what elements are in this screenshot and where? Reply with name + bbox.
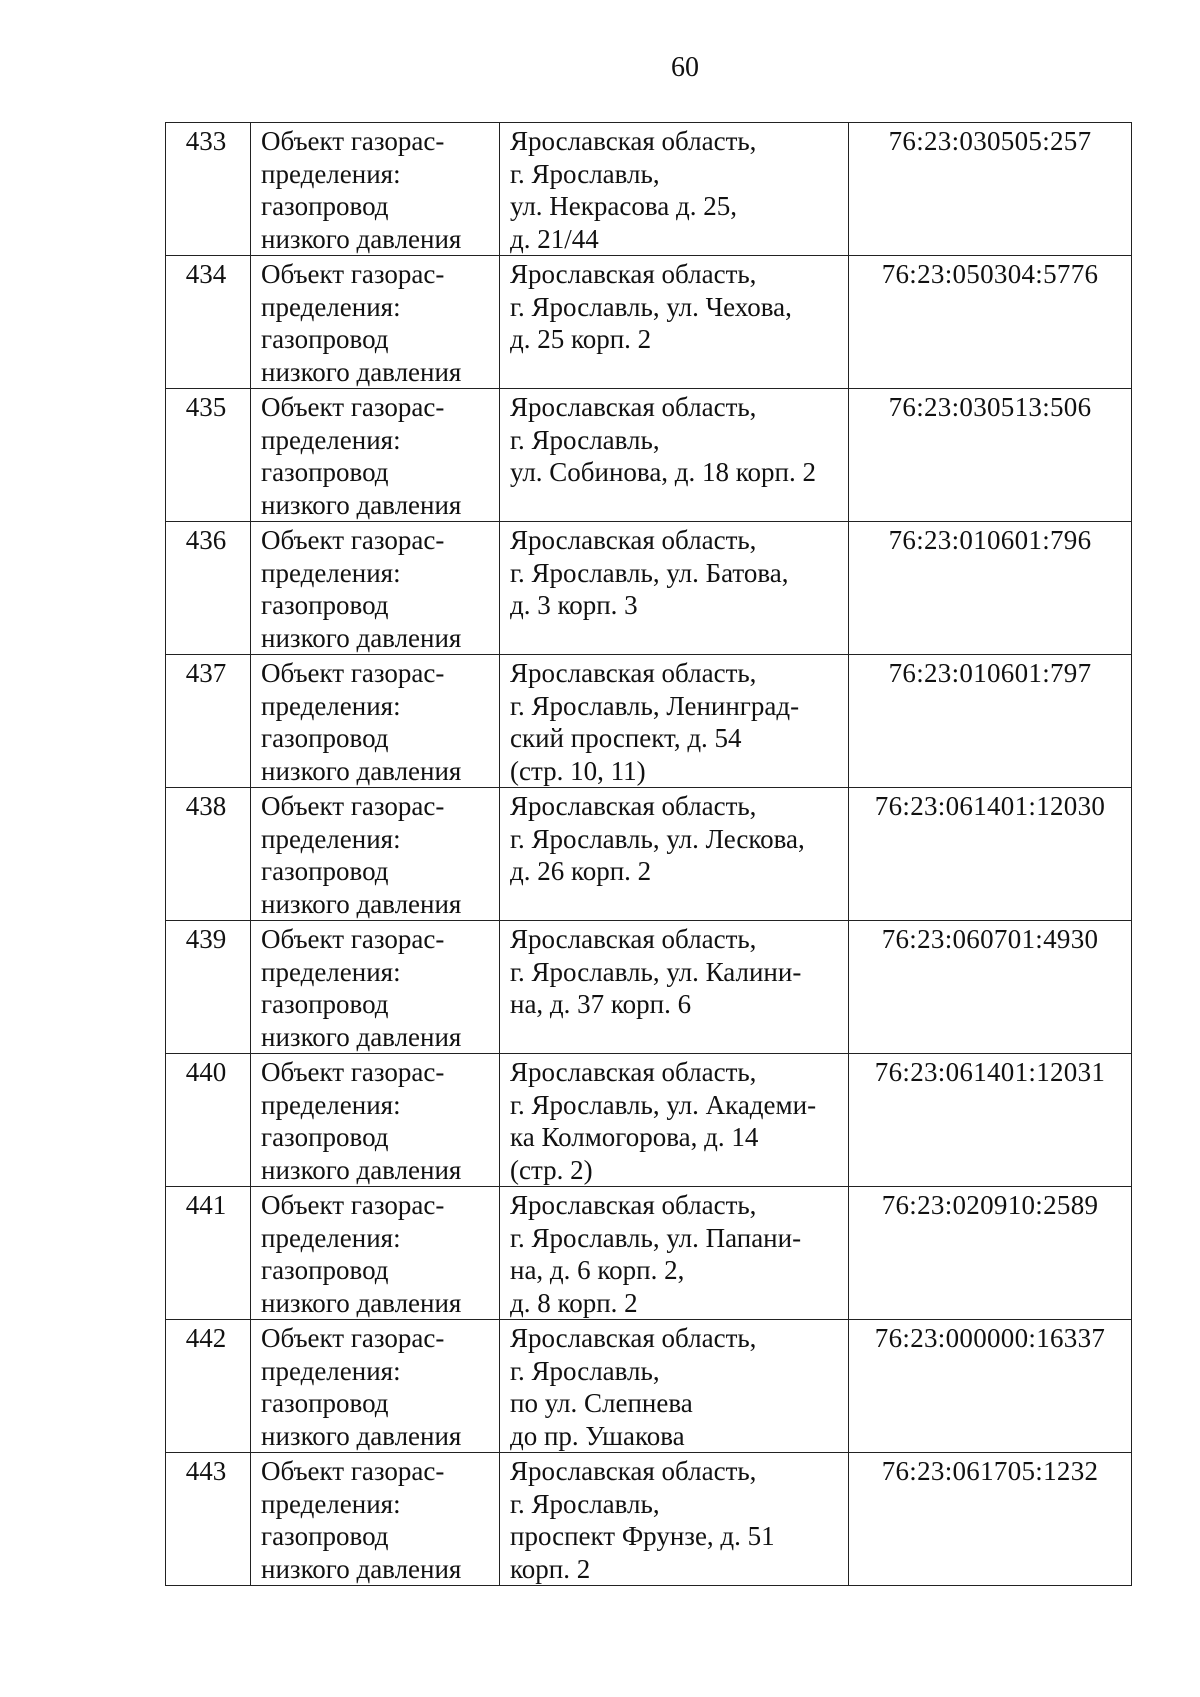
row-number: 442 bbox=[166, 1320, 251, 1453]
object-name-cell bbox=[251, 1320, 500, 1453]
table-row bbox=[166, 256, 1132, 389]
object-name-line: пределения: bbox=[261, 1089, 401, 1120]
address-line: Ярославская область, bbox=[510, 1057, 757, 1087]
row-number: 438 bbox=[166, 788, 251, 921]
object-name-line: пределения: bbox=[261, 557, 401, 588]
object-name-line: пределения: bbox=[261, 291, 401, 322]
address-line: корп. 2 bbox=[510, 1553, 591, 1584]
address-line: г. Ярославль, ул. Папани- bbox=[510, 1222, 802, 1253]
object-name-line: низкого давления bbox=[261, 1154, 462, 1185]
object-name-cell bbox=[251, 1187, 500, 1320]
object-name-line: низкого давления bbox=[261, 1420, 462, 1451]
object-name-cell bbox=[251, 389, 500, 522]
object-name-line: газопровод bbox=[261, 1388, 389, 1418]
row-number: 443 bbox=[166, 1453, 251, 1586]
table-body bbox=[166, 123, 1132, 1586]
address-line: Ярославская область, bbox=[510, 1456, 757, 1486]
object-name-line: пределения: bbox=[261, 1222, 401, 1253]
object-name-line: низкого давления bbox=[261, 1021, 462, 1052]
object-name-line: пределения: bbox=[261, 1488, 401, 1519]
registry-table bbox=[165, 122, 1132, 1586]
address-line: Ярославская область, bbox=[510, 791, 757, 821]
row-number: 434 bbox=[166, 256, 251, 389]
address-cell bbox=[500, 788, 849, 921]
object-name-cell bbox=[251, 655, 500, 788]
cadastral-number: 76:23:061401:12031 bbox=[849, 1054, 1132, 1187]
cadastral-number: 76:23:060701:4930 bbox=[849, 921, 1132, 1054]
table-row bbox=[166, 1320, 1132, 1453]
address-line: Ярославская область, bbox=[510, 658, 757, 688]
address-line: Ярославская область, bbox=[510, 1190, 757, 1220]
table-row bbox=[166, 389, 1132, 522]
table-row bbox=[166, 921, 1132, 1054]
table-row bbox=[166, 522, 1132, 655]
address-line: (стр. 2) bbox=[510, 1154, 593, 1185]
object-name-line: пределения: bbox=[261, 424, 401, 455]
object-name-line: низкого давления bbox=[261, 356, 462, 387]
address-cell bbox=[500, 256, 849, 389]
address-line: д. 3 корп. 3 bbox=[510, 590, 638, 620]
cadastral-number: 76:23:010601:796 bbox=[849, 522, 1132, 655]
address-line: г. Ярославль, bbox=[510, 424, 660, 455]
address-line: г. Ярославль, ул. Батова, bbox=[510, 557, 789, 588]
object-name-line: низкого давления bbox=[261, 223, 462, 254]
object-name-line: Объект газорас- bbox=[261, 791, 445, 821]
cadastral-number: 76:23:030513:506 bbox=[849, 389, 1132, 522]
object-name-line: Объект газорас- bbox=[261, 1323, 445, 1353]
object-name-line: низкого давления bbox=[261, 888, 462, 919]
address-line: Ярославская область, bbox=[510, 126, 757, 156]
object-name-line: Объект газорас- bbox=[261, 1456, 445, 1486]
object-name-line: Объект газорас- bbox=[261, 658, 445, 688]
address-line: д. 8 корп. 2 bbox=[510, 1287, 638, 1318]
address-line: Ярославская область, bbox=[510, 1323, 757, 1353]
table-row bbox=[166, 1187, 1132, 1320]
object-name-line: газопровод bbox=[261, 856, 389, 886]
address-cell bbox=[500, 522, 849, 655]
page-number: 60 bbox=[671, 52, 699, 83]
row-number: 441 bbox=[166, 1187, 251, 1320]
address-line: д. 25 корп. 2 bbox=[510, 324, 652, 354]
object-name-cell bbox=[251, 256, 500, 389]
address-cell bbox=[500, 1187, 849, 1320]
table-row bbox=[166, 655, 1132, 788]
object-name-line: газопровод bbox=[261, 324, 389, 354]
address-cell bbox=[500, 389, 849, 522]
address-line: Ярославская область, bbox=[510, 259, 757, 289]
address-line: г. Ярославль, ул. Академи- bbox=[510, 1089, 817, 1120]
object-name-line: пределения: bbox=[261, 158, 401, 189]
address-line: ул. Собинова, д. 18 корп. 2 bbox=[510, 457, 816, 487]
table-row bbox=[166, 788, 1132, 921]
address-line: до пр. Ушакова bbox=[510, 1420, 685, 1451]
object-name-cell bbox=[251, 123, 500, 256]
cadastral-number: 76:23:030505:257 bbox=[849, 123, 1132, 256]
object-name-line: пределения: bbox=[261, 1355, 401, 1386]
object-name-line: газопровод bbox=[261, 457, 389, 487]
object-name-line: газопровод bbox=[261, 1521, 389, 1551]
object-name-cell bbox=[251, 1453, 500, 1586]
address-line: г. Ярославль, ул. Чехова, bbox=[510, 291, 792, 322]
object-name-line: низкого давления bbox=[261, 622, 462, 653]
object-name-line: газопровод bbox=[261, 989, 389, 1019]
object-name-line: Объект газорас- bbox=[261, 126, 445, 156]
cadastral-number: 76:23:061705:1232 bbox=[849, 1453, 1132, 1586]
address-line: г. Ярославль, bbox=[510, 1488, 660, 1519]
address-line: ский проспект, д. 54 bbox=[510, 723, 742, 753]
address-line: Ярославская область, bbox=[510, 924, 757, 954]
object-name-line: газопровод bbox=[261, 723, 389, 753]
object-name-line: Объект газорас- bbox=[261, 924, 445, 954]
address-line: г. Ярославль, bbox=[510, 1355, 660, 1386]
cadastral-number: 76:23:050304:5776 bbox=[849, 256, 1132, 389]
address-line: ул. Некрасова д. 25, bbox=[510, 191, 737, 221]
cadastral-number: 76:23:020910:2589 bbox=[849, 1187, 1132, 1320]
address-cell bbox=[500, 123, 849, 256]
address-line: на, д. 37 корп. 6 bbox=[510, 989, 692, 1019]
address-line: Ярославская область, bbox=[510, 392, 757, 422]
row-number: 439 bbox=[166, 921, 251, 1054]
object-name-line: низкого давления bbox=[261, 1287, 462, 1318]
cadastral-number: 76:23:000000:16337 bbox=[849, 1320, 1132, 1453]
object-name-line: газопровод bbox=[261, 1255, 389, 1285]
row-number: 437 bbox=[166, 655, 251, 788]
address-line: (стр. 10, 11) bbox=[510, 755, 646, 786]
table-row bbox=[166, 123, 1132, 256]
object-name-cell bbox=[251, 522, 500, 655]
table-row bbox=[166, 1054, 1132, 1187]
object-name-cell bbox=[251, 921, 500, 1054]
object-name-line: Объект газорас- bbox=[261, 392, 445, 422]
object-name-line: пределения: bbox=[261, 690, 401, 721]
row-number: 433 bbox=[166, 123, 251, 256]
address-cell bbox=[500, 1054, 849, 1187]
object-name-line: низкого давления bbox=[261, 489, 462, 520]
address-line: г. Ярославль, bbox=[510, 158, 660, 189]
address-line: Ярославская область, bbox=[510, 525, 757, 555]
object-name-line: пределения: bbox=[261, 823, 401, 854]
object-name-line: низкого давления bbox=[261, 755, 462, 786]
object-name-line: Объект газорас- bbox=[261, 259, 445, 289]
row-number: 435 bbox=[166, 389, 251, 522]
cadastral-number: 76:23:010601:797 bbox=[849, 655, 1132, 788]
object-name-line: газопровод bbox=[261, 590, 389, 620]
row-number: 440 bbox=[166, 1054, 251, 1187]
object-name-line: Объект газорас- bbox=[261, 1190, 445, 1220]
address-line: д. 26 корп. 2 bbox=[510, 856, 652, 886]
address-line: на, д. 6 корп. 2, bbox=[510, 1255, 685, 1285]
address-line: г. Ярославль, ул. Калини- bbox=[510, 956, 802, 987]
cadastral-number: 76:23:061401:12030 bbox=[849, 788, 1132, 921]
object-name-cell bbox=[251, 788, 500, 921]
address-cell bbox=[500, 921, 849, 1054]
address-line: д. 21/44 bbox=[510, 223, 599, 254]
object-name-line: пределения: bbox=[261, 956, 401, 987]
object-name-line: низкого давления bbox=[261, 1553, 462, 1584]
object-name-line: Объект газорас- bbox=[261, 1057, 445, 1087]
object-name-line: газопровод bbox=[261, 1122, 389, 1152]
object-name-line: Объект газорас- bbox=[261, 525, 445, 555]
object-name-cell bbox=[251, 1054, 500, 1187]
object-name-line: газопровод bbox=[261, 191, 389, 221]
address-line: ка Колмогорова, д. 14 bbox=[510, 1122, 759, 1152]
address-line: проспект Фрунзе, д. 51 bbox=[510, 1521, 775, 1551]
address-cell bbox=[500, 655, 849, 788]
table-row bbox=[166, 1453, 1132, 1586]
address-cell bbox=[500, 1320, 849, 1453]
address-line: г. Ярославль, Ленинград- bbox=[510, 690, 800, 721]
row-number: 436 bbox=[166, 522, 251, 655]
address-cell bbox=[500, 1453, 849, 1586]
address-line: по ул. Слепнева bbox=[510, 1388, 693, 1418]
address-line: г. Ярославль, ул. Лескова, bbox=[510, 823, 805, 854]
